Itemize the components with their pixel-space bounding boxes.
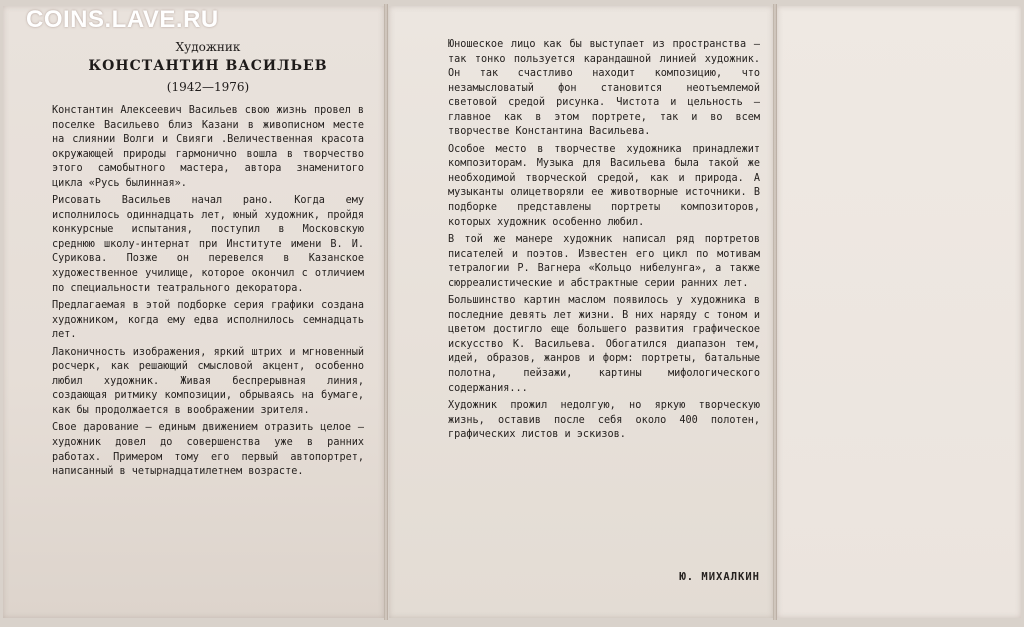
paragraph: Предлагаемая в этой подборке серия графики создана художником, когда ему едва исполнилось семнадцать лет. bbox=[52, 300, 364, 341]
fold-crease bbox=[384, 4, 388, 620]
heading-artist: Художник bbox=[175, 40, 241, 54]
middle-text-column bbox=[448, 38, 760, 446]
paragraph: Особое место в творчестве художника принадлежит композиторам. Музыка для Васильева была такой же необходимой творческой средой, как и природа. А музыканты олицетворяли ее животворные источники. В подборке представлены портреты композиторов, которых художник особенно любил. bbox=[448, 143, 760, 228]
author-signature: Ю. МИХАЛКИН bbox=[679, 571, 760, 583]
blank-right-page bbox=[777, 6, 1021, 618]
watermark: COINS.LAVE.RU bbox=[26, 6, 219, 33]
paragraph: В той же манере художник написал ряд портретов писателей и поэтов. Известен его цикл по мотивам тетралогии Р. Вагнера «Кольцо нибелунга», а также сюрреалистические и абстрактные серии ранних лет. bbox=[448, 234, 760, 289]
heading-years: (1942—1976) bbox=[166, 80, 250, 94]
paragraph: Рисовать Васильев начал рано. Когда ему исполнилось одиннадцать лет, юный художник, пройдя конкурсные испытания, поступил в Московскую среднюю школу-интернат при Институте имени В. И. Сурикова. Позже он перевелся в Казанское художественное училище, которое окончил с отличием по специальности театрального декоратора. bbox=[52, 195, 364, 294]
left-text-column bbox=[52, 104, 364, 483]
heading-name: КОНСТАНТИН ВАСИЛЬЕВ bbox=[88, 58, 328, 74]
paragraph: Художник прожил недолгую, но яркую творческую жизнь, оставив после себя около 400 полотен, графических листов и эскизов. bbox=[448, 400, 760, 441]
paragraph: Свое дарование — единым движением отразить целое — художник довел до совершенства уже в ранних работах. Примером тому его первый автопортрет, написанный в четырнадцатилетнем возрасте. bbox=[52, 422, 364, 478]
paragraph: Лаконичность изображения, яркий штрих и мгновенный росчерк, как решающий смысловой акцент, особенно любил художник. Живая беспрерывная линия, создающая ритмику композиции, обрываясь на бумаге, как бы продолжается в воображении зрителя. bbox=[52, 346, 364, 416]
paragraph: Юношеское лицо как бы выступает из пространства — так тонко пользуется карандашной линией художник. Он так счастливо находит композицию, что незамысловатый фон становится неотъемлемой световой средой рисунка. Чистота и цельность — главное как в этом портрете, так и во всем творчестве Константина Васильева. bbox=[448, 39, 760, 138]
paragraph: Константин Алексеевич Васильев свою жизнь провел в поселке Васильево близ Казани в живописном месте на слиянии Волги и Свияги .Величественная красота окружающей природы гармонично вошла в творчество этого самобытного мастера, автора знаменитого цикла «Русь былинная». bbox=[52, 105, 364, 189]
paragraph: Большинство картин маслом появилось у художника в последние девять лет жизни. В них наряду с тоном и цветом достигло еще большего развития графическое искусство К. Васильева. Обогатился диапазон тем, идей, образов, жанров и форм: портреты, батальные полотна, пейзажи, картины мифологического содержания... bbox=[448, 295, 760, 394]
